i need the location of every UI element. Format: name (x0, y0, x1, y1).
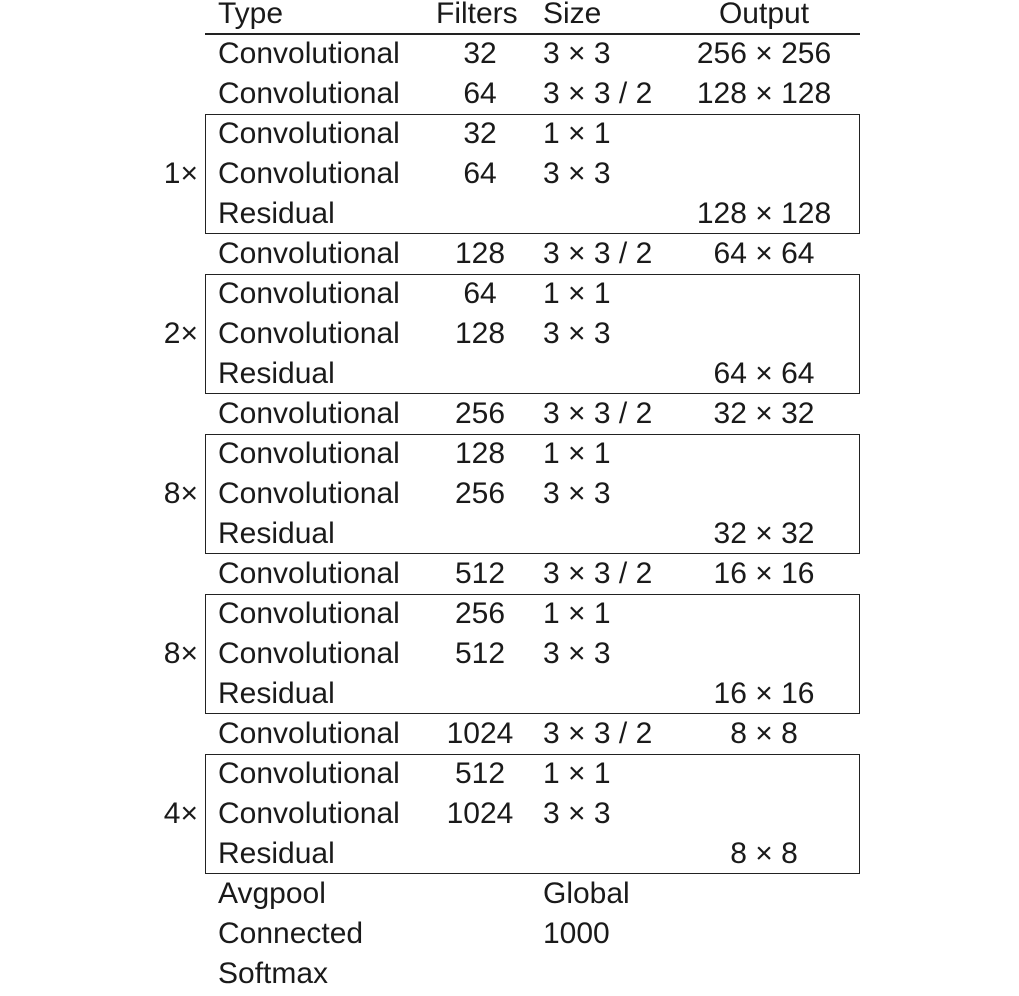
cell-type: Convolutional (218, 117, 400, 150)
table-row (0, 154, 1019, 194)
header-type: Type (218, 0, 284, 30)
cell-type: Convolutional (218, 37, 400, 70)
cell-size: 1 × 1 (543, 757, 611, 790)
table-row (0, 674, 1019, 714)
repeat-multiplier: 8× (163, 637, 198, 670)
cell-type: Convolutional (218, 757, 400, 790)
cell-size: 3 × 3 / 2 (543, 237, 653, 270)
table-row (0, 754, 1019, 794)
table-row (0, 594, 1019, 634)
cell-filters: 64 (463, 77, 497, 110)
cell-output: 8 × 8 (730, 717, 798, 750)
table-row (0, 634, 1019, 674)
table-row (0, 74, 1019, 114)
cell-filters: 1024 (446, 797, 514, 830)
cell-type: Convolutional (218, 277, 400, 310)
cell-type: Residual (218, 837, 335, 870)
table-row (0, 914, 1019, 954)
table-row (0, 714, 1019, 754)
cell-output: 128 × 128 (696, 77, 832, 110)
header-size: Size (543, 0, 602, 30)
cell-size: 3 × 3 (543, 157, 611, 190)
table-row (0, 354, 1019, 394)
table-row (0, 314, 1019, 354)
cell-size: 3 × 3 (543, 37, 611, 70)
cell-type: Convolutional (218, 77, 400, 110)
cell-size: Global (543, 877, 630, 910)
cell-output: 8 × 8 (730, 837, 798, 870)
cell-filters: 128 (454, 237, 506, 270)
cell-size: 1 × 1 (543, 597, 611, 630)
cell-type: Softmax (218, 957, 329, 990)
cell-type: Convolutional (218, 717, 400, 750)
cell-size: 3 × 3 / 2 (543, 557, 653, 590)
cell-type: Residual (218, 357, 335, 390)
cell-filters: 1024 (446, 717, 514, 750)
cell-filters: 256 (454, 597, 506, 630)
table-row (0, 514, 1019, 554)
cell-size: 3 × 3 / 2 (543, 717, 653, 750)
table-row (0, 434, 1019, 474)
table-row (0, 474, 1019, 514)
cell-output: 32 × 32 (713, 517, 815, 550)
cell-type: Convolutional (218, 637, 400, 670)
table-header (0, 0, 1019, 34)
table-row (0, 274, 1019, 314)
cell-size: 3 × 3 (543, 637, 611, 670)
cell-output: 16 × 16 (713, 677, 815, 710)
cell-output: 64 × 64 (713, 237, 815, 270)
cell-filters: 256 (454, 477, 506, 510)
cell-size: 3 × 3 (543, 477, 611, 510)
cell-filters: 64 (463, 277, 497, 310)
table-row (0, 114, 1019, 154)
cell-type: Connected (218, 917, 364, 950)
cell-filters: 256 (454, 397, 506, 430)
cell-type: Convolutional (218, 157, 400, 190)
cell-filters: 32 (463, 37, 497, 70)
table-row (0, 34, 1019, 74)
cell-type: Convolutional (218, 557, 400, 590)
header-filters: Filters (436, 0, 518, 30)
cell-type: Convolutional (218, 317, 400, 350)
header-output: Output (718, 0, 810, 30)
cell-type: Convolutional (218, 437, 400, 470)
cell-size: 3 × 3 (543, 317, 611, 350)
cell-filters: 128 (454, 317, 506, 350)
table-row (0, 874, 1019, 914)
cell-filters: 32 (463, 117, 497, 150)
cell-type: Residual (218, 517, 335, 550)
cell-size: 3 × 3 / 2 (543, 397, 653, 430)
cell-type: Convolutional (218, 797, 400, 830)
cell-output: 128 × 128 (696, 197, 832, 230)
cell-size: 1 × 1 (543, 277, 611, 310)
repeat-multiplier: 1× (163, 157, 198, 190)
cell-output: 64 × 64 (713, 357, 815, 390)
cell-size: 1 × 1 (543, 437, 611, 470)
cell-output: 32 × 32 (713, 397, 815, 430)
cell-size: 1 × 1 (543, 117, 611, 150)
repeat-multiplier: 2× (163, 317, 198, 350)
cell-filters: 128 (454, 437, 506, 470)
cell-type: Convolutional (218, 397, 400, 430)
cell-type: Residual (218, 677, 335, 710)
table-row (0, 194, 1019, 234)
table-row (0, 554, 1019, 594)
cell-filters: 512 (454, 637, 506, 670)
table-row (0, 954, 1019, 994)
cell-size: 3 × 3 / 2 (543, 77, 653, 110)
table-row (0, 794, 1019, 834)
table-row (0, 834, 1019, 874)
cell-type: Avgpool (218, 877, 326, 910)
cell-type: Convolutional (218, 477, 400, 510)
cell-output: 256 × 256 (696, 37, 832, 70)
cell-filters: 512 (454, 557, 506, 590)
cell-filters: 64 (463, 157, 497, 190)
repeat-multiplier: 4× (163, 797, 198, 830)
table-row (0, 394, 1019, 434)
cell-type: Residual (218, 197, 335, 230)
repeat-multiplier: 8× (163, 477, 198, 510)
cell-type: Convolutional (218, 597, 400, 630)
cell-type: Convolutional (218, 237, 400, 270)
cell-output: 16 × 16 (713, 557, 815, 590)
cell-size: 3 × 3 (543, 797, 611, 830)
table-row (0, 234, 1019, 274)
cell-size: 1000 (543, 917, 610, 950)
cell-filters: 512 (454, 757, 506, 790)
